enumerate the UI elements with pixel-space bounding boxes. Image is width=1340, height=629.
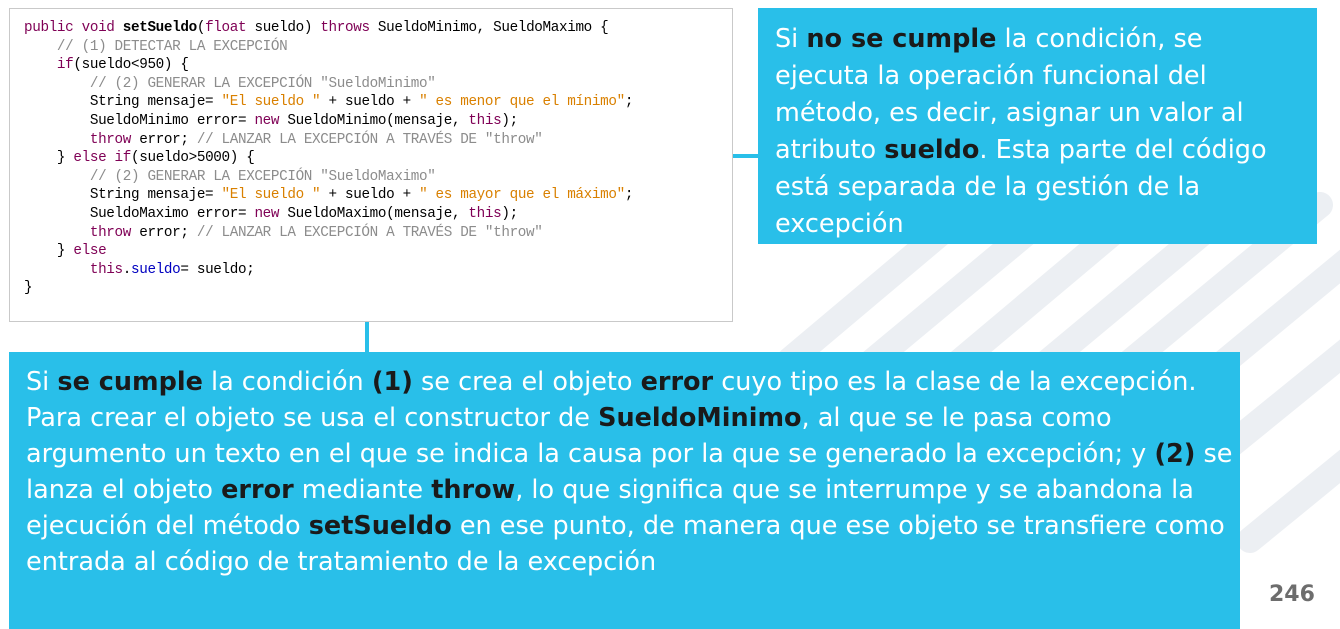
code-string: " es menor que el mínimo" (419, 94, 625, 111)
code-token: ; (624, 187, 634, 204)
code-token: new (254, 205, 280, 222)
code-token: ); (501, 112, 518, 129)
code-comment: // (2) GENERAR LA EXCEPCIÓN "SueldoMinimo" (89, 75, 436, 92)
code-token: ( (196, 20, 206, 36)
connector-line-right (733, 154, 758, 158)
code-token: } (24, 280, 33, 297)
callout-bold: sueldo (884, 135, 980, 165)
code-token: + sueldo + (320, 187, 420, 204)
code-token: else (73, 150, 107, 167)
callout-no-se-cumple (758, 8, 1317, 244)
code-token: throw (89, 224, 131, 241)
callout-text: Si (775, 24, 807, 54)
code-comment: // (1) DETECTAR LA EXCEPCIÓN (56, 38, 288, 55)
code-token: SueldoMaximo error= (89, 205, 255, 222)
code-comment: // (2) GENERAR LA EXCEPCIÓN "SueldoMaximo" (89, 168, 436, 185)
code-token: else (73, 243, 107, 260)
callout-bold: no se cumple (806, 24, 997, 54)
code-token: ; (624, 94, 634, 111)
callout-text: , al que se le pasa como argumento un texto en el que se indica la causa por la que se generado la excepción; y (26, 403, 1155, 469)
callout-bold: throw (431, 475, 516, 505)
code-token: . (122, 261, 131, 278)
code-token: = sueldo; (180, 261, 255, 278)
java-code (24, 19, 732, 298)
page-number: 246 (1269, 582, 1315, 607)
code-token: throws (320, 20, 370, 36)
code-token: if (56, 57, 74, 74)
code-token: this (468, 112, 502, 129)
callout-text: se crea el objeto (412, 367, 641, 397)
code-token: this (89, 261, 123, 278)
code-comment: // LANZAR LA EXCEPCIÓN A TRAVÉS DE "throw" (196, 131, 543, 148)
code-token: error; (131, 224, 197, 241)
code-token: sueldo) (246, 20, 321, 36)
connector-line-bottom (365, 322, 369, 352)
callout-bold: setSueldo (308, 511, 452, 541)
code-field: sueldo (131, 261, 181, 278)
callout-bold: (2) (1154, 439, 1196, 469)
callout-text: , lo que significa que se interrumpe y se abandona la ejecución del método (26, 475, 1194, 541)
callout-bold: error (221, 475, 294, 505)
callout-text: la condición, se ejecuta la operación funcional del método, es decir, asignar un valor al atributo (775, 24, 1244, 165)
code-token: throw (89, 131, 131, 148)
code-token: public void (24, 20, 123, 36)
code-token: } (56, 243, 74, 260)
code-string: "El sueldo " (221, 94, 321, 111)
code-token (106, 150, 114, 166)
callout-bold: se cumple (57, 367, 203, 397)
code-token: (sueldo<950) { (73, 57, 189, 74)
code-token: String mensaje= (89, 94, 222, 111)
code-token: new (254, 112, 280, 129)
code-token: SueldoMinimo error= (89, 112, 255, 129)
callout-text: . Esta parte del código está separada de la gestión de la excepción (775, 135, 1267, 239)
code-token: (sueldo>5000) { (131, 150, 255, 167)
code-token: float (205, 20, 247, 36)
callout-text: mediante (293, 475, 432, 505)
code-comment: // LANZAR LA EXCEPCIÓN A TRAVÉS DE "throw" (196, 224, 543, 241)
code-string: "El sueldo " (221, 187, 321, 204)
callout-text: en ese punto, de manera que ese objeto se transfiere como entrada al código de tratamiento de la excepción (26, 511, 1225, 577)
callout-text: la condición (202, 367, 372, 397)
callout-se-cumple (9, 352, 1240, 629)
code-token: } (56, 150, 74, 167)
code-token: if (114, 150, 132, 167)
code-token: + sueldo + (320, 94, 420, 111)
code-token: this (468, 205, 502, 222)
code-token: SueldoMaximo(mensaje, (279, 205, 469, 222)
callout-bold: error (640, 367, 714, 397)
code-token: String mensaje= (89, 187, 222, 204)
callout-text: se lanza el objeto (26, 439, 1233, 505)
callout-bold: SueldoMinimo (598, 403, 802, 433)
code-token: ); (501, 205, 518, 222)
code-string: " es mayor que el máximo" (419, 187, 625, 204)
code-snippet-box (9, 8, 733, 322)
callout-bold: (1) (371, 367, 413, 397)
code-method-name: setSueldo (122, 20, 197, 36)
code-token: error; (131, 131, 197, 148)
code-token: SueldoMinimo(mensaje, (279, 112, 469, 129)
callout-text: Si (26, 367, 58, 397)
callout-text: cuyo tipo es la clase de la excepción. Para crear el objeto se usa el constructor de (26, 367, 1197, 433)
code-token: SueldoMinimo, SueldoMaximo { (369, 20, 609, 36)
